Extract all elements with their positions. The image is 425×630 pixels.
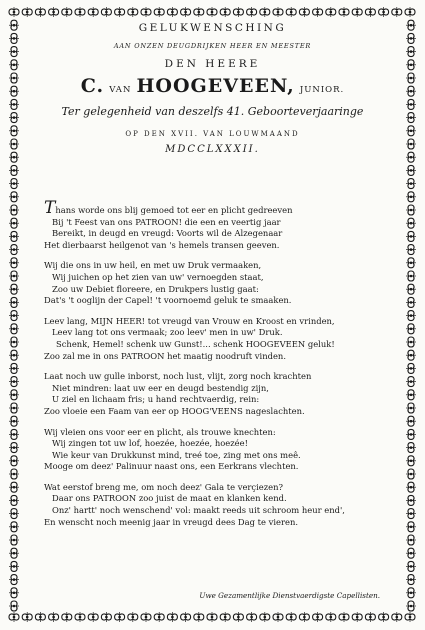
fleuron-icon	[406, 535, 416, 545]
fleuron-icon	[247, 612, 257, 622]
fleuron-icon	[273, 612, 283, 622]
stanza-1	[44, 198, 389, 251]
fleuron-icon	[365, 7, 375, 17]
poem-line: Wij vleien ons voor eer en plicht, als trouwe knechten:	[44, 426, 276, 437]
fleuron-icon	[352, 7, 362, 17]
fleuron-icon	[406, 482, 416, 492]
fleuron-icon	[75, 612, 85, 622]
fleuron-icon	[35, 612, 45, 622]
fleuron-icon	[141, 7, 151, 17]
fleuron-icon	[406, 390, 416, 400]
fleuron-icon	[49, 7, 59, 17]
fleuron-icon	[9, 245, 19, 255]
fleuron-icon	[313, 7, 323, 17]
fleuron-icon	[406, 152, 416, 162]
fleuron-icon	[406, 99, 416, 109]
fleuron-icon	[286, 7, 296, 17]
fleuron-icon	[9, 588, 19, 598]
fleuron-icon	[406, 205, 416, 215]
fleuron-icon	[9, 377, 19, 387]
poem-line: Niet mindren: laat uw eer en deugd bestendig zijn,	[52, 382, 269, 393]
fleuron-icon	[9, 126, 19, 136]
fleuron-icon	[406, 86, 416, 96]
fleuron-icon	[9, 86, 19, 96]
fleuron-icon	[299, 7, 309, 17]
fleuron-icon	[9, 231, 19, 241]
fleuron-icon	[9, 561, 19, 571]
fleuron-icon	[9, 535, 19, 545]
fleuron-icon	[247, 7, 257, 17]
poem-line: Leev lang tot ons vermaak; zoo leev' men in uw' Druk.	[52, 327, 283, 338]
poem-line: Wij die ons in uw heil, en met uw Druk vermaaken,	[44, 260, 262, 271]
fleuron-icon	[405, 612, 415, 622]
fleuron-icon	[101, 612, 111, 622]
fleuron-icon	[326, 7, 336, 17]
poem	[44, 198, 389, 537]
fleuron-icon	[406, 363, 416, 373]
poem-line: Daar ons PATROON zoo juist de maat en klanken kend.	[52, 493, 287, 504]
fleuron-icon	[9, 443, 19, 453]
fleuron-icon	[9, 429, 19, 439]
fleuron-icon	[9, 205, 19, 215]
name-van: VAN	[109, 85, 132, 95]
poem-line: U ziel en lichaam fris; u hand rechtvaerdig, rein:	[52, 394, 260, 405]
fleuron-icon	[406, 522, 416, 532]
fleuron-icon	[9, 350, 19, 360]
fleuron-icon	[392, 612, 402, 622]
poem-line: Laat noch uw gulle inborst, noch lust, vlijt, zorg noch krachten	[44, 371, 312, 382]
fleuron-icon	[9, 179, 19, 189]
fleuron-icon	[9, 495, 19, 505]
fleuron-icon	[88, 7, 98, 17]
fleuron-icon	[406, 575, 416, 585]
fleuron-icon	[207, 612, 217, 622]
poem-line: Zoo uw Debiet floreere, en Drukpers lustig gaat:	[52, 283, 259, 294]
fleuron-icon	[9, 99, 19, 109]
fleuron-icon	[406, 456, 416, 466]
stanza-3	[44, 316, 389, 362]
fleuron-icon	[181, 7, 191, 17]
fleuron-icon	[9, 165, 19, 175]
fleuron-icon	[406, 416, 416, 426]
poem-line: Dat's 't ooglijn der Capel! 't voornoemd geluk te smaaken.	[44, 295, 292, 306]
poem-line: Mooge om deez' Palinuur naast ons, een Eerkrans vlechten.	[44, 461, 299, 472]
fleuron-icon	[406, 548, 416, 558]
fleuron-icon	[22, 7, 32, 17]
fleuron-icon	[207, 7, 217, 17]
fleuron-icon	[62, 7, 72, 17]
fleuron-icon	[167, 612, 177, 622]
fleuron-icon	[9, 311, 19, 321]
fleuron-icon	[406, 126, 416, 136]
fleuron-icon	[379, 612, 389, 622]
fleuron-icon	[194, 612, 204, 622]
fleuron-icon	[406, 601, 416, 611]
fleuron-icon	[406, 337, 416, 347]
fleuron-icon	[49, 612, 59, 622]
poem-line: Zoo zal me in ons PATROON het maatig noodruft vinden.	[44, 350, 286, 361]
fleuron-icon	[115, 7, 125, 17]
fleuron-icon	[406, 20, 416, 30]
stanza-2	[44, 260, 389, 306]
fleuron-icon	[88, 612, 98, 622]
fleuron-icon	[406, 245, 416, 255]
fleuron-icon	[406, 60, 416, 70]
addressee-prefix: DEN HEERE	[164, 58, 261, 70]
fleuron-icon	[365, 612, 375, 622]
dedication-line: AAN ONZEN DEUGDRIJKEN HEER EN MEESTER	[113, 42, 312, 50]
fleuron-icon	[406, 350, 416, 360]
fleuron-icon	[352, 612, 362, 622]
fleuron-icon	[9, 456, 19, 466]
name-suffix: JUNIOR.	[299, 85, 345, 95]
fleuron-icon	[406, 179, 416, 189]
poem-line: Wij zingen tot uw lof, hoezée, hoezée, hoezée!	[52, 438, 248, 449]
fleuron-icon	[406, 33, 416, 43]
fleuron-icon	[35, 7, 45, 17]
poem-line: Leev lang, MIJN HEER! tot vreugd van Vrouw en Kroost en vrinden,	[44, 315, 335, 326]
fleuron-icon	[326, 612, 336, 622]
fleuron-icon	[220, 612, 230, 622]
fleuron-icon	[406, 284, 416, 294]
fleuron-icon	[9, 73, 19, 83]
fleuron-icon	[406, 47, 416, 57]
fleuron-icon	[406, 297, 416, 307]
fleuron-icon	[9, 7, 19, 17]
fleuron-icon	[9, 469, 19, 479]
fleuron-icon	[406, 495, 416, 505]
fleuron-icon	[9, 152, 19, 162]
fleuron-icon	[194, 7, 204, 17]
fleuron-icon	[9, 522, 19, 532]
fleuron-icon	[9, 33, 19, 43]
name-initial: C.	[80, 75, 105, 97]
fleuron-icon	[220, 7, 230, 17]
fleuron-icon	[167, 7, 177, 17]
poem-line: Schenk, Hemel! schenk uw Gunst!... schenk HOOGEVEEN geluk!	[56, 338, 335, 349]
fleuron-icon	[9, 47, 19, 57]
fleuron-icon	[9, 363, 19, 373]
signature-line: Uwe Gezamentlijke Dienstvaerdigste Capellisten.	[199, 591, 380, 600]
fleuron-icon	[9, 416, 19, 426]
fleuron-icon	[9, 297, 19, 307]
fleuron-icon	[406, 403, 416, 413]
fleuron-icon	[273, 7, 283, 17]
poem-line: Thans worde ons blij gemoed tot eer en plicht gedreeven	[44, 198, 293, 218]
fleuron-icon	[9, 324, 19, 334]
fleuron-icon	[233, 612, 243, 622]
fleuron-icon	[406, 271, 416, 281]
stanza-6	[44, 482, 389, 528]
stanza-4	[44, 371, 389, 417]
fleuron-icon	[9, 337, 19, 347]
fleuron-icon	[9, 548, 19, 558]
fleuron-icon	[181, 612, 191, 622]
fleuron-icon	[75, 7, 85, 17]
fleuron-icon	[406, 73, 416, 83]
fleuron-icon	[9, 271, 19, 281]
fleuron-icon	[9, 390, 19, 400]
fleuron-icon	[9, 139, 19, 149]
occasion-line: Ter gelegenheid van deszelfs 41. Geboorteverjaaringe	[61, 105, 364, 118]
poem-line: Zoo vloeie een Faam van eer op HOOG'VEENS nageslachten.	[44, 405, 305, 416]
date-line: OP DEN XVII. VAN LOUWMAAND	[125, 130, 300, 138]
fleuron-icon	[154, 612, 164, 622]
fleuron-icon	[406, 469, 416, 479]
fleuron-icon	[9, 113, 19, 123]
fleuron-icon	[9, 284, 19, 294]
stanza-5	[44, 427, 389, 473]
fleuron-icon	[406, 258, 416, 268]
fleuron-icon	[101, 7, 111, 17]
fleuron-icon	[406, 139, 416, 149]
fleuron-icon	[313, 612, 323, 622]
fleuron-icon	[406, 165, 416, 175]
fleuron-icon	[22, 612, 32, 622]
fleuron-icon	[9, 482, 19, 492]
fleuron-icon	[154, 7, 164, 17]
fleuron-icon	[260, 7, 270, 17]
addressee-name	[30, 74, 395, 102]
fleuron-icon	[9, 60, 19, 70]
fleuron-icon	[9, 575, 19, 585]
drop-cap: T	[44, 198, 56, 218]
poem-line: Wij juichen op het zien van uw' vernoegden staat,	[52, 271, 264, 282]
fleuron-icon	[233, 7, 243, 17]
fleuron-icon	[9, 192, 19, 202]
fleuron-icon	[406, 509, 416, 519]
fleuron-icon	[62, 612, 72, 622]
fleuron-icon	[9, 403, 19, 413]
fleuron-icon	[406, 429, 416, 439]
poem-line: En wenscht noch meenig jaar in vreugd dees Dag te vieren.	[44, 516, 299, 527]
fleuron-icon	[406, 443, 416, 453]
fleuron-icon	[141, 612, 151, 622]
fleuron-icon	[9, 601, 19, 611]
fleuron-icon	[379, 7, 389, 17]
year-line: MDCCLXXXII.	[165, 144, 260, 155]
fleuron-icon	[405, 7, 415, 17]
fleuron-icon	[406, 192, 416, 202]
poem-line: Onz' hartt' noch wenschend' vol: maakt reeds uit schroom heur end',	[52, 505, 345, 516]
fleuron-icon	[9, 612, 19, 622]
fleuron-icon	[406, 311, 416, 321]
fleuron-icon	[406, 324, 416, 334]
name-surname: HOOGEVEEN,	[136, 75, 295, 97]
fleuron-icon	[406, 377, 416, 387]
fleuron-icon	[9, 20, 19, 30]
poem-line: Het dierbaarst heilgenot van 's hemels transen geeven.	[44, 239, 280, 250]
poem-line: Wat eerstof breng me, om noch deez' Gala te verçiezen?	[44, 481, 283, 492]
poem-line: Bij 't Feest van ons PATROON! die een en veertig jaar	[52, 216, 281, 227]
fleuron-icon	[9, 258, 19, 268]
fleuron-icon	[128, 612, 138, 622]
fleuron-icon	[406, 218, 416, 228]
poem-line: Bereikt, in deugd en vreugd: Voorts wil de Alzegenaar	[52, 228, 283, 239]
poem-line: Wie keur van Drukkunst mind, treé toe, zing met ons meê.	[52, 449, 301, 460]
page-title: GELUKWENSCHING	[138, 22, 287, 34]
fleuron-icon	[406, 588, 416, 598]
fleuron-icon	[406, 231, 416, 241]
fleuron-icon	[339, 612, 349, 622]
fleuron-icon	[9, 218, 19, 228]
fleuron-icon	[392, 7, 402, 17]
header-block	[30, 22, 395, 156]
fleuron-icon	[286, 612, 296, 622]
fleuron-icon	[115, 612, 125, 622]
fleuron-icon	[128, 7, 138, 17]
fleuron-icon	[406, 561, 416, 571]
fleuron-icon	[339, 7, 349, 17]
fleuron-icon	[260, 612, 270, 622]
fleuron-icon	[299, 612, 309, 622]
fleuron-icon	[406, 113, 416, 123]
fleuron-icon	[9, 509, 19, 519]
